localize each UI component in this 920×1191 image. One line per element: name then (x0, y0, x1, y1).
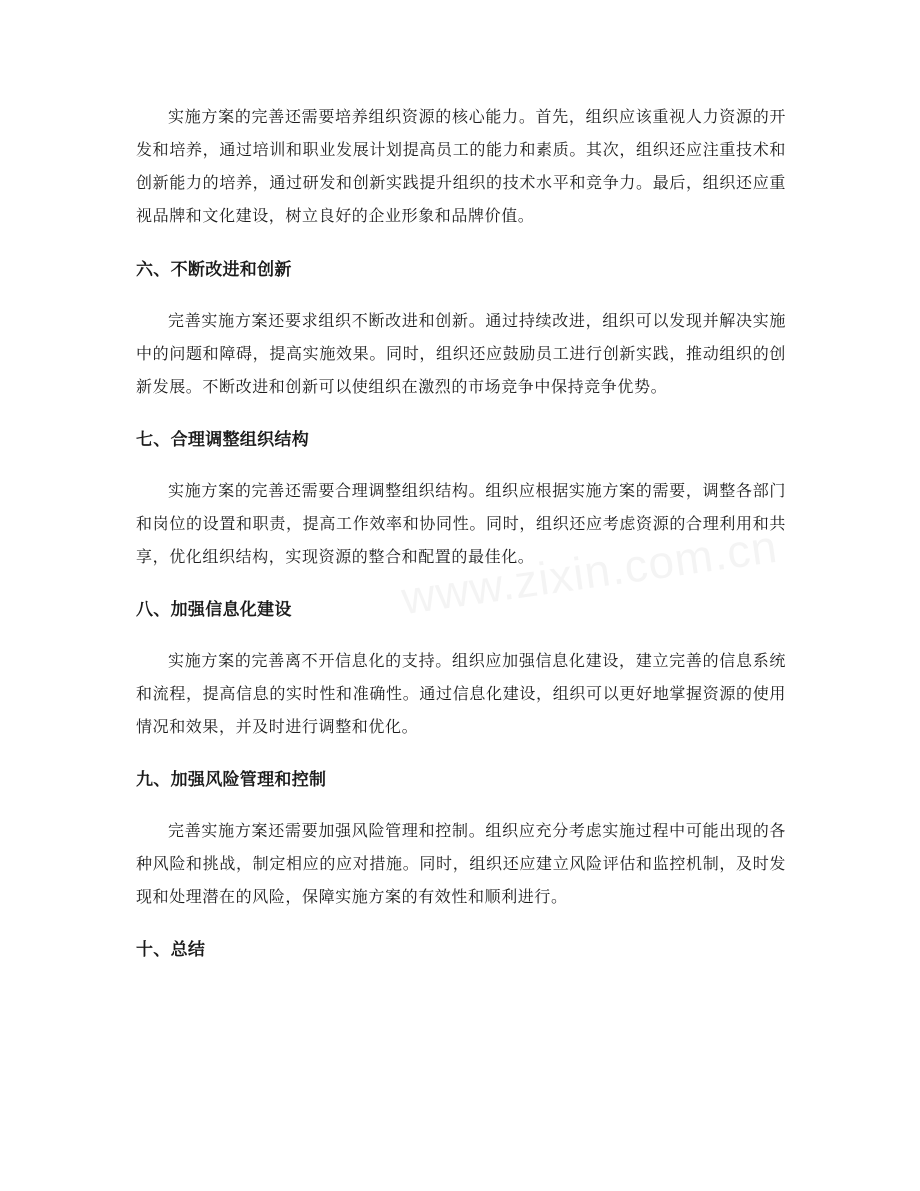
section-paragraph-8: 实施方案的完善离不开信息化的支持。组织应加强信息化建设，建立完善的信息系统和流程，提高信息的实时性和准确性。通过信息化建设，组织可以更好地掌握资源的使用情况和效果，并及时进行调整和优化。 (136, 651, 786, 736)
section-paragraph-6: 完善实施方案还要求组织不断改进和创新。通过持续改进，组织可以发现并解决实施中的问题和障碍，提高实施效果。同时，组织还应鼓励员工进行创新实践，推动组织的创新发展。不断改进和创新可以使组织在激烈的市场竞争中保持竞争优势。 (136, 311, 786, 396)
section-heading-10: 十、总结 (136, 940, 206, 960)
intro-paragraph: 实施方案的完善还需要培养组织资源的核心能力。首先，组织应该重视人力资源的开发和培养，通过培训和职业发展计划提高员工的能力和素质。其次，组织还应注重技术和创新能力的培养，通过研发和创新实践提升组织的技术水平和竞争力。最后，组织还应重视品牌和文化建设，树立良好的企业形象和品牌价值。 (136, 107, 786, 225)
section-heading-8: 八、加强信息化建设 (136, 600, 292, 620)
section-paragraph-9: 完善实施方案还需要加强风险管理和控制。组织应充分考虑实施过程中可能出现的各种风险和挑战，制定相应的应对措施。同时，组织还应建立风险评估和监控机制，及时发现和处理潜在的风险，保障实施方案的有效性和顺利进行。 (136, 821, 786, 906)
section-paragraph-7: 实施方案的完善还需要合理调整组织结构。组织应根据实施方案的需要，调整各部门和岗位的设置和职责，提高工作效率和协同性。同时，组织还应考虑资源的合理利用和共享，优化组织结构，实现资源的整合和配置的最佳化。 (136, 481, 786, 566)
document-body (136, 100, 786, 963)
section-heading-9: 九、加强风险管理和控制 (136, 770, 327, 790)
section-heading-7: 七、合理调整组织结构 (136, 430, 309, 450)
section-heading-6: 六、不断改进和创新 (136, 260, 292, 280)
